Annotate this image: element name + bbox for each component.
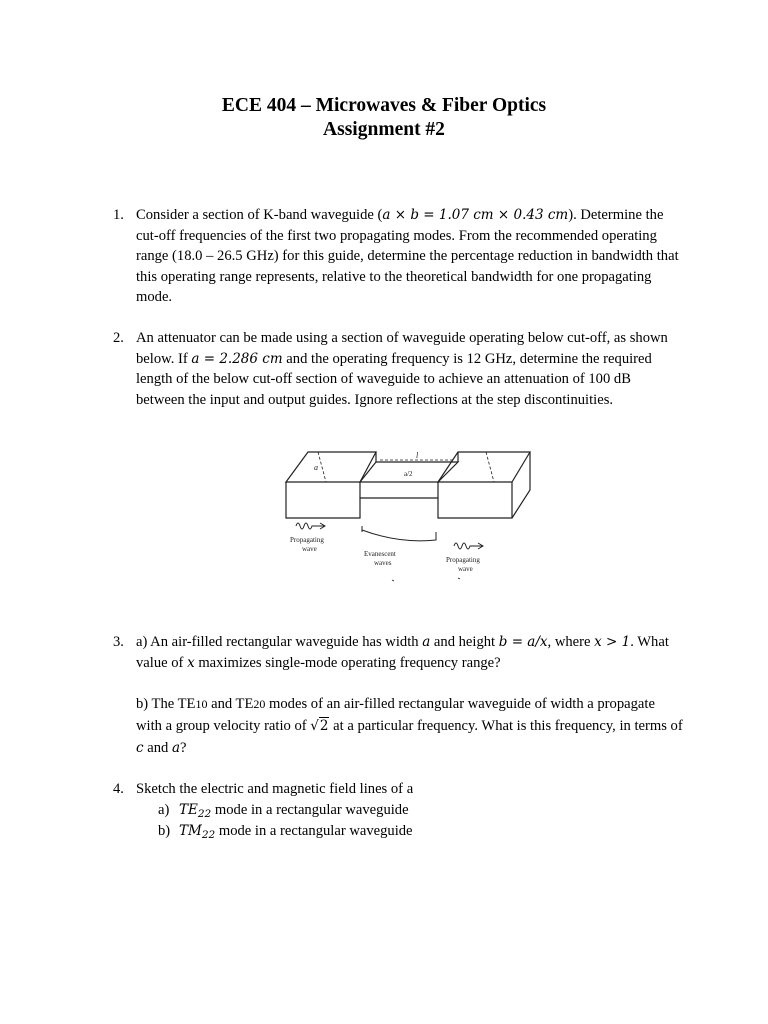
sub-question-a (158, 800, 683, 822)
math-expression: c (136, 740, 144, 757)
question-number: 3. (113, 634, 124, 650)
text-segment: mode in a rectangular waveguide (215, 823, 413, 840)
math-expression: x (187, 654, 195, 671)
text-segment: Consider a section of K-band waveguide ( (136, 207, 383, 223)
math-expression: a = 2.286 cm (191, 350, 283, 367)
question-4 (113, 779, 683, 843)
label-wave-in: wave (302, 545, 317, 553)
mode-index: 20 (253, 697, 266, 712)
text-segment: at a particular frequency. What is this frequency, in terms of (329, 718, 683, 735)
sub-question-text (179, 802, 409, 818)
math-expression: a × b = 1.07 cm × 0.43 cm (382, 207, 569, 223)
question-3b (136, 693, 683, 759)
question-text (136, 328, 683, 410)
math-expression: b = a/x (498, 634, 548, 650)
mode-index: 10 (195, 697, 208, 712)
sqrt-radicand: 2 (319, 718, 329, 735)
document-subtitle: Assignment #2 (323, 119, 445, 140)
question-3a (136, 632, 683, 673)
math-expression: a (422, 634, 431, 650)
label-propagating-out: Propagating (446, 556, 480, 564)
text-segment: and the operating frequency is 12 GHz, determine the required length of the below cut-off section of waveguide to achieve an attenuation of 100 dB between the input and output guides. Ignore reflections at the step discontinuities. (136, 350, 652, 408)
mode-subscript: 22 (201, 829, 216, 842)
label-a-half: a/2 (404, 470, 413, 478)
text-segment: and height (430, 634, 499, 650)
question-2 (113, 328, 683, 410)
right-guide-top (438, 452, 530, 482)
text-segment: ? (180, 740, 187, 757)
text-segment: ). Determine the cut-off frequencies of the first two propagating modes. From the recommended operating range (18.0 – 26.5 GHz) for this guide, determine the percentage reduction in bandwidth that this operating range represents, relative to the theoretical bandwidth for one propagating mode. (136, 207, 679, 306)
text-segment: a) An air-filled rectangular waveguide has width (136, 634, 423, 650)
question-number: 1. (113, 207, 124, 223)
front-face (286, 482, 512, 518)
label-evanescent: Evanescent (364, 550, 396, 558)
label-evanescent-waves: waves (374, 559, 392, 567)
question-number: 2. (113, 330, 124, 346)
label-wave-out: wave (458, 565, 473, 573)
left-guide-top (286, 452, 376, 482)
text-segment: b) The TE (136, 696, 196, 713)
mode-name: TM (179, 823, 202, 840)
text-segment: An attenuator can be made using a section of waveguide operating below cut-off, as shown below. If (136, 330, 668, 367)
math-expression: x > 1 (594, 634, 631, 650)
question-text (136, 205, 683, 308)
text-segment: . What value of (136, 634, 669, 671)
math-expression: a (171, 740, 180, 757)
text-segment: and TE (207, 696, 254, 713)
attenuator-diagram (268, 440, 540, 590)
document-title: ECE 404 – Microwaves & Fiber Optics (221, 95, 547, 116)
label-l: l (416, 451, 419, 460)
label-propagating-in: Propagating (290, 536, 324, 544)
text-segment: , where (547, 634, 595, 650)
right-side-face (512, 452, 530, 518)
text-segment: maximizes single-mode operating frequency range? (194, 654, 501, 671)
mode-subscript: 22 (197, 807, 212, 820)
text-segment: modes of an air-filled rectangular waveguide of width a propagate with a group velocity ratio of (136, 696, 655, 735)
sub-question-label: b) (158, 823, 171, 840)
question-number: 4. (113, 781, 124, 797)
sub-question-b (158, 821, 683, 843)
sub-question-text (179, 823, 413, 842)
text-segment: mode in a rectangular waveguide (211, 801, 409, 818)
question-text: Sketch the electric and magnetic field lines of a (136, 781, 414, 797)
question-3 (113, 632, 683, 759)
question-1 (113, 205, 683, 308)
sqrt-expression: √2 (310, 718, 329, 735)
label-a: a (314, 463, 318, 472)
sub-question-label: a) (158, 801, 170, 818)
mode-name: TE (179, 801, 198, 818)
text-segment: and (143, 740, 172, 757)
